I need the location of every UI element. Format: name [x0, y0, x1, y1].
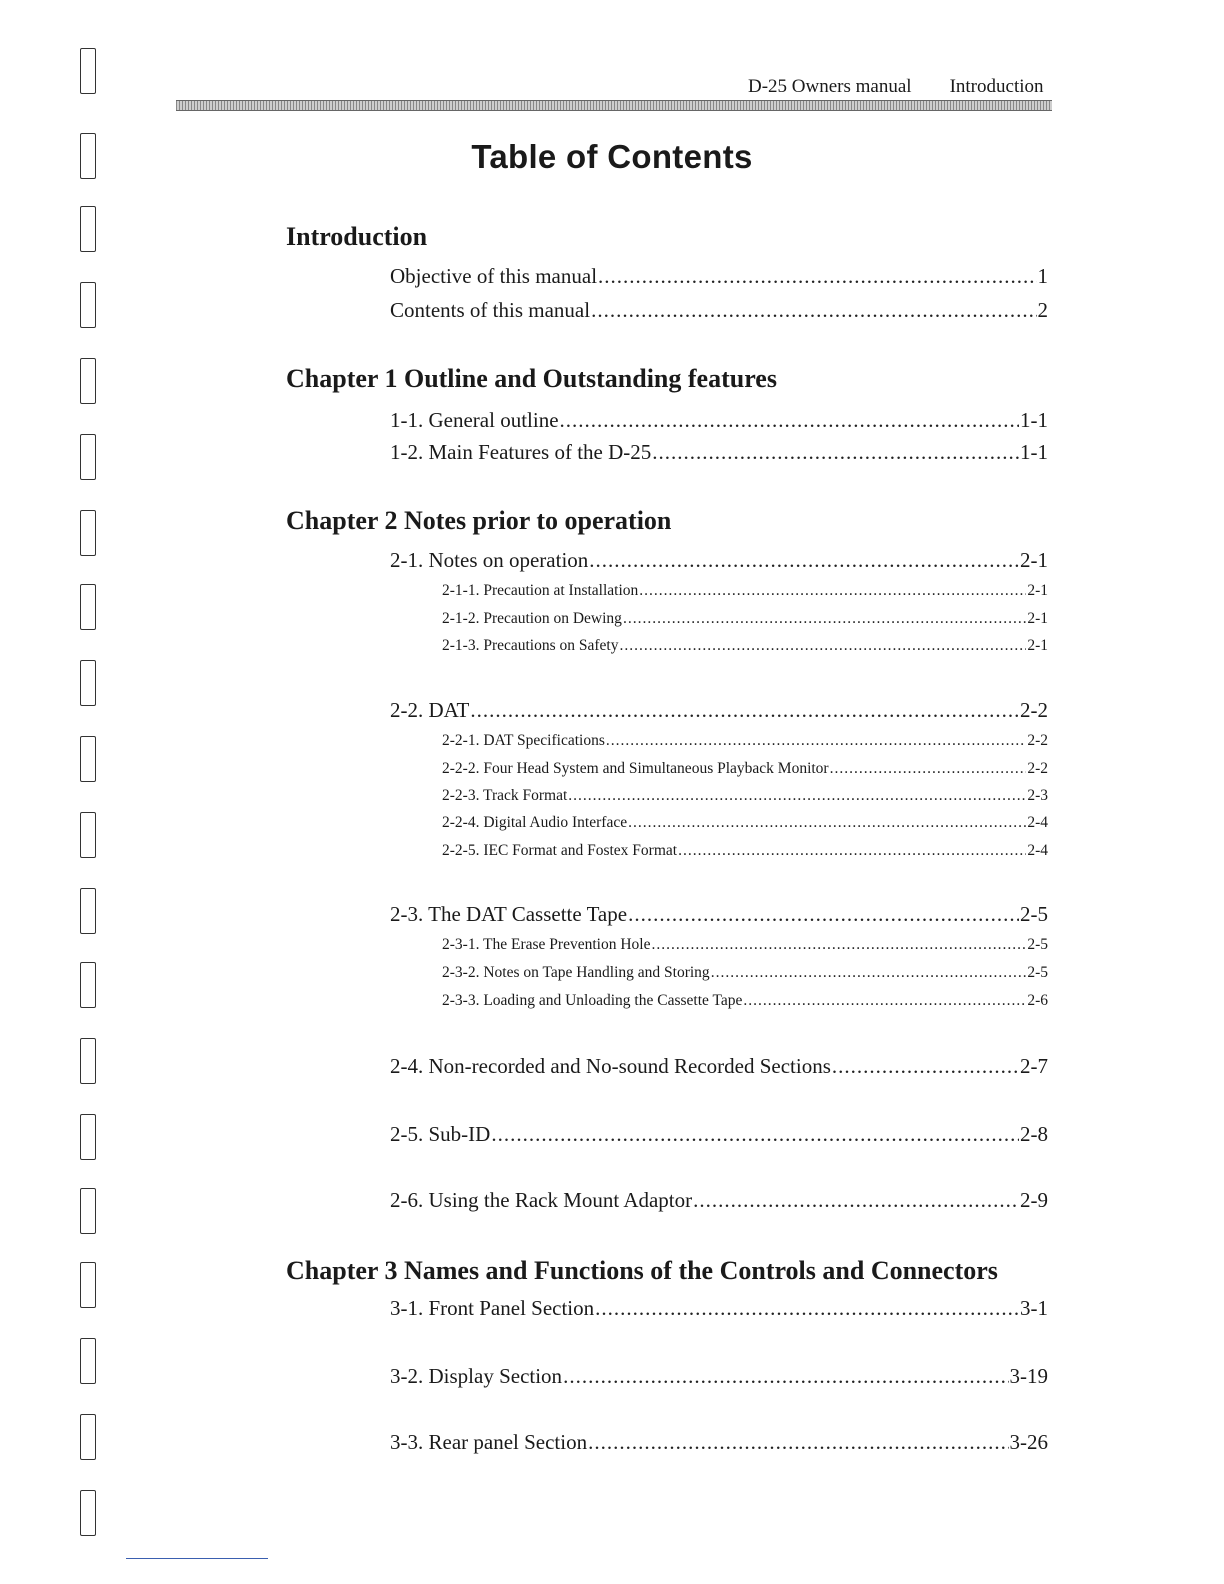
- toc-entry-label: 2-1-3. Precautions on Safety: [442, 637, 619, 654]
- toc-entry-label: 2-3-2. Notes on Tape Handling and Storing: [442, 964, 710, 981]
- toc-entry[interactable]: [390, 440, 1048, 465]
- leader-dots: [623, 610, 1026, 628]
- toc-entry-label: Contents of this manual: [390, 298, 591, 322]
- binder-hole: [80, 1414, 96, 1460]
- toc-entry-label: 2-3-1. The Erase Prevention Hole: [442, 936, 651, 953]
- toc-subentry[interactable]: [442, 936, 1048, 954]
- toc-entry-page: 2-2: [1027, 760, 1048, 777]
- binder-hole: [80, 962, 96, 1008]
- toc-entry-page: 2-5: [1020, 902, 1048, 926]
- toc-entry[interactable]: [390, 408, 1048, 433]
- binder-hole: [80, 48, 96, 94]
- page-title: Table of Contents: [471, 138, 753, 175]
- leader-dots: [651, 936, 1026, 954]
- toc-entry-label: 3-1. Front Panel Section: [390, 1296, 595, 1320]
- toc-entry[interactable]: [390, 548, 1048, 573]
- leader-dots: [628, 902, 1019, 927]
- toc-entry-page: 2-1: [1027, 610, 1048, 627]
- toc-entry-label: 1-2. Main Features of the D-25: [390, 440, 652, 464]
- section-heading-introduction: Introduction: [286, 222, 428, 251]
- toc-entry-label: 2-6. Using the Rack Mount Adaptor: [390, 1188, 693, 1212]
- toc-subentry[interactable]: [442, 610, 1048, 628]
- binder-hole: [80, 660, 96, 706]
- toc-entry-label: 2-2-4. Digital Audio Interface: [442, 814, 628, 831]
- leader-dots: [589, 548, 1019, 573]
- toc-entry-page: 2-6: [1027, 992, 1048, 1009]
- leader-dots: [563, 1364, 1008, 1389]
- toc-entry-page: 2-5: [1027, 936, 1048, 953]
- header-manual-title: D-25 Owners manual: [748, 76, 912, 97]
- toc-subentry[interactable]: [442, 582, 1048, 600]
- binder-hole: [80, 358, 96, 404]
- toc-entry-page: 3-26: [1009, 1430, 1048, 1454]
- binder-hole: [80, 434, 96, 480]
- toc-entry-page: 1-1: [1020, 440, 1048, 464]
- toc-entry-label: 2-1-1. Precaution at Installation: [442, 582, 639, 599]
- leader-dots: [678, 842, 1026, 860]
- binder-hole: [80, 1114, 96, 1160]
- leader-dots: [591, 298, 1036, 323]
- toc-entry-label: 2-1-2. Precaution on Dewing: [442, 610, 622, 627]
- toc-entry-page: 2-4: [1027, 842, 1048, 859]
- binder-hole: [80, 1262, 96, 1308]
- toc-entry-label: 3-3. Rear panel Section: [390, 1430, 588, 1454]
- leader-dots: [620, 637, 1027, 655]
- leader-dots: [491, 1122, 1019, 1147]
- toc-entry-label: 3-2. Display Section: [390, 1364, 563, 1388]
- toc-entry-page: 2-3: [1027, 787, 1048, 804]
- toc-entry-label: 2-1. Notes on operation: [390, 548, 589, 572]
- binder-hole: [80, 736, 96, 782]
- toc-entry[interactable]: [390, 1430, 1048, 1455]
- leader-dots: [693, 1188, 1019, 1213]
- leader-dots: [598, 264, 1036, 289]
- toc-entry-label: Objective of this manual: [390, 264, 598, 288]
- toc-entry-label: 2-2-1. DAT Specifications: [442, 732, 605, 749]
- binder-hole: [80, 888, 96, 934]
- leader-dots: [560, 408, 1019, 433]
- toc-entry-page: 2-2: [1020, 698, 1048, 722]
- toc-subentry[interactable]: [442, 637, 1048, 655]
- leader-dots: [652, 440, 1019, 465]
- binder-hole: [80, 510, 96, 556]
- header-section: Introduction: [949, 76, 1044, 97]
- toc-entry-page: 2-8: [1020, 1122, 1048, 1146]
- toc-entry[interactable]: [390, 1122, 1048, 1147]
- toc-entry-label: 2-5. Sub-ID: [390, 1122, 491, 1146]
- leader-dots: [606, 732, 1026, 750]
- toc-entry-page: 2-2: [1027, 732, 1048, 749]
- toc-entry-page: 1: [1037, 264, 1048, 288]
- leader-dots: [711, 964, 1027, 982]
- toc-entry-label: 2-3-3. Loading and Unloading the Cassette Tape: [442, 992, 743, 1009]
- toc-entry-page: 1-1: [1020, 408, 1048, 432]
- toc-subentry[interactable]: [442, 814, 1048, 832]
- toc-entry-page: 3-1: [1020, 1296, 1048, 1320]
- header-rule: [176, 100, 1052, 111]
- toc-entry[interactable]: [390, 298, 1048, 323]
- toc-entry-label: 1-1. General outline: [390, 408, 559, 432]
- leader-dots: [628, 814, 1026, 832]
- leader-dots: [743, 992, 1026, 1010]
- binder-hole: [80, 812, 96, 858]
- leader-dots: [470, 698, 1019, 723]
- toc-subentry[interactable]: [442, 732, 1048, 750]
- toc-entry[interactable]: [390, 902, 1048, 927]
- leader-dots: [595, 1296, 1019, 1321]
- leader-dots: [568, 787, 1026, 805]
- toc-subentry[interactable]: [442, 992, 1048, 1010]
- toc-entry-page: 2: [1037, 298, 1048, 322]
- section-heading-chapter-2: Chapter 2 Notes prior to operation: [286, 506, 672, 535]
- toc-subentry[interactable]: [442, 842, 1048, 860]
- binder-hole: [80, 1338, 96, 1384]
- section-heading-chapter-1: Chapter 1 Outline and Outstanding features: [286, 364, 777, 393]
- footer-rule: [126, 1558, 268, 1559]
- toc-entry-label: 2-4. Non-recorded and No-sound Recorded Sections: [390, 1054, 831, 1078]
- toc-entry[interactable]: [390, 1054, 1048, 1079]
- binder-hole: [80, 584, 96, 630]
- leader-dots: [588, 1430, 1008, 1455]
- leader-dots: [639, 582, 1026, 600]
- running-header: [748, 76, 1044, 98]
- toc-subentry[interactable]: [442, 964, 1048, 982]
- leader-dots: [832, 1054, 1019, 1079]
- binder-hole: [80, 206, 96, 252]
- toc-entry-page: 2-9: [1020, 1188, 1048, 1212]
- binder-hole: [80, 1038, 96, 1084]
- toc-subentry[interactable]: [442, 760, 1048, 778]
- binder-hole: [80, 282, 96, 328]
- toc-entry[interactable]: [390, 1188, 1048, 1213]
- toc-entry[interactable]: [390, 1364, 1048, 1389]
- toc-entry-label: 2-2. DAT: [390, 698, 470, 722]
- toc-entry[interactable]: [390, 1296, 1048, 1321]
- toc-entry-page: 2-1: [1020, 548, 1048, 572]
- toc-entry-label: 2-2-2. Four Head System and Simultaneous Playback Monitor: [442, 760, 829, 777]
- binder-hole: [80, 1490, 96, 1536]
- toc-entry-page: 2-1: [1027, 582, 1048, 599]
- toc-entry-label: 2-3. The DAT Cassette Tape: [390, 902, 628, 926]
- toc-entry-label: 2-2-5. IEC Format and Fostex Format: [442, 842, 678, 859]
- leader-dots: [830, 760, 1027, 778]
- toc-entry-label: 2-2-3. Track Format: [442, 787, 568, 804]
- toc-entry[interactable]: [390, 264, 1048, 289]
- binder-hole: [80, 1188, 96, 1234]
- toc-entry-page: 2-4: [1027, 814, 1048, 831]
- toc-entry-page: 2-1: [1027, 637, 1048, 654]
- toc-entry-page: 3-19: [1009, 1364, 1048, 1388]
- toc-entry[interactable]: [390, 698, 1048, 723]
- toc-subentry[interactable]: [442, 787, 1048, 805]
- toc-entry-page: 2-5: [1027, 964, 1048, 981]
- toc-entry-page: 2-7: [1020, 1054, 1048, 1078]
- section-heading-chapter-3: Chapter 3 Names and Functions of the Controls and Connectors: [286, 1256, 998, 1285]
